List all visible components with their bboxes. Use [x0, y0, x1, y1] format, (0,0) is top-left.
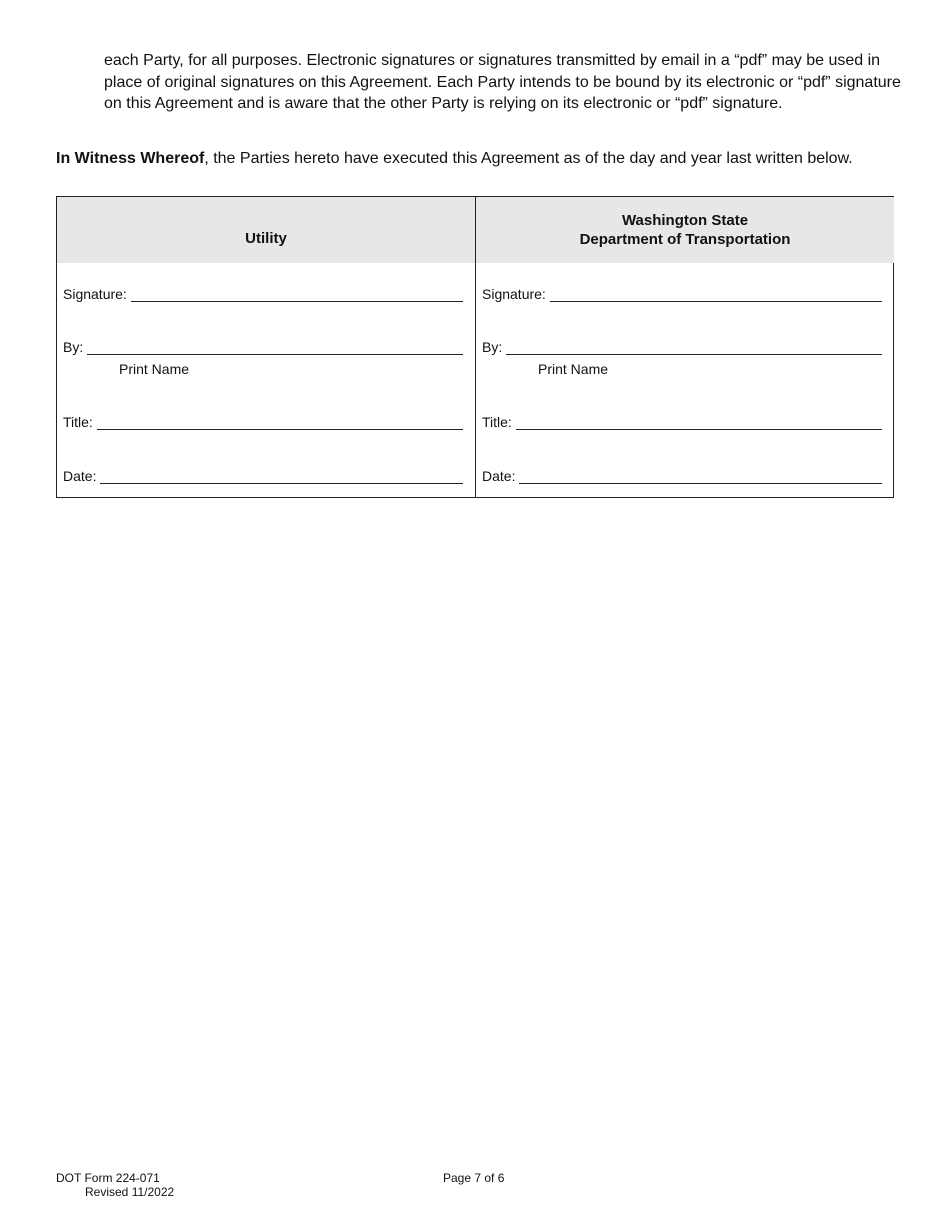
date-label: Date:: [482, 468, 516, 484]
title-label: Title:: [63, 414, 93, 430]
form-number: DOT Form 224-071: [56, 1171, 160, 1185]
revision-date: Revised 11/2022: [85, 1185, 175, 1199]
wsdot-heading-line2: Department of Transportation: [579, 231, 791, 248]
wsdot-signature-line[interactable]: [550, 287, 882, 302]
print-name-label: Print Name: [538, 361, 609, 377]
wsdot-title-line[interactable]: [516, 415, 882, 430]
page-number: Page 7 of 6: [443, 1171, 505, 1185]
signature-table: [56, 196, 894, 498]
utility-heading: [57, 197, 475, 263]
witness-heading: In Witness Whereof: [56, 150, 205, 167]
wsdot-column: [475, 197, 894, 497]
witness-text: , the Parties hereto have executed this Agreement as of the day and year last written below.: [204, 150, 853, 167]
print-name-label: Print Name: [119, 361, 190, 377]
utility-signature-line[interactable]: [131, 287, 463, 302]
continuation-paragraph: each Party, for all purposes. Electronic signatures or signatures transmitted by email in a “pdf” may be used in place of original signatures on this Agreement. Each Party intends to be bound by its electronic or “pdf” signature on this Agreement and is aware that the other Party is relying on its electronic or “pdf” signature.: [104, 52, 901, 113]
by-label: By:: [482, 339, 503, 355]
utility-title-field[interactable]: [63, 414, 463, 430]
footer-form-info: [56, 1171, 174, 1199]
wsdot-date-line[interactable]: [519, 469, 882, 484]
signature-label: Signature:: [63, 286, 127, 302]
date-label: Date:: [63, 468, 97, 484]
utility-date-field[interactable]: [63, 468, 463, 484]
utility-by-field[interactable]: [63, 339, 463, 355]
utility-column: [57, 197, 475, 497]
wsdot-heading-line1: Washington State: [621, 212, 749, 229]
signature-label: Signature:: [482, 286, 546, 302]
wsdot-signature-field[interactable]: [482, 286, 882, 302]
utility-signature-field[interactable]: [63, 286, 463, 302]
wsdot-by-field[interactable]: [482, 339, 882, 355]
wsdot-title-field[interactable]: [482, 414, 882, 430]
utility-heading-text: Utility: [245, 229, 287, 247]
utility-date-line[interactable]: [100, 469, 463, 484]
wsdot-by-line[interactable]: [506, 340, 882, 355]
by-label: By:: [63, 339, 84, 355]
utility-title-line[interactable]: [97, 415, 463, 430]
utility-by-line[interactable]: [87, 340, 463, 355]
witness-statement: [56, 149, 876, 169]
title-label: Title:: [482, 414, 512, 430]
wsdot-heading: [476, 197, 894, 263]
wsdot-date-field[interactable]: [482, 468, 882, 484]
